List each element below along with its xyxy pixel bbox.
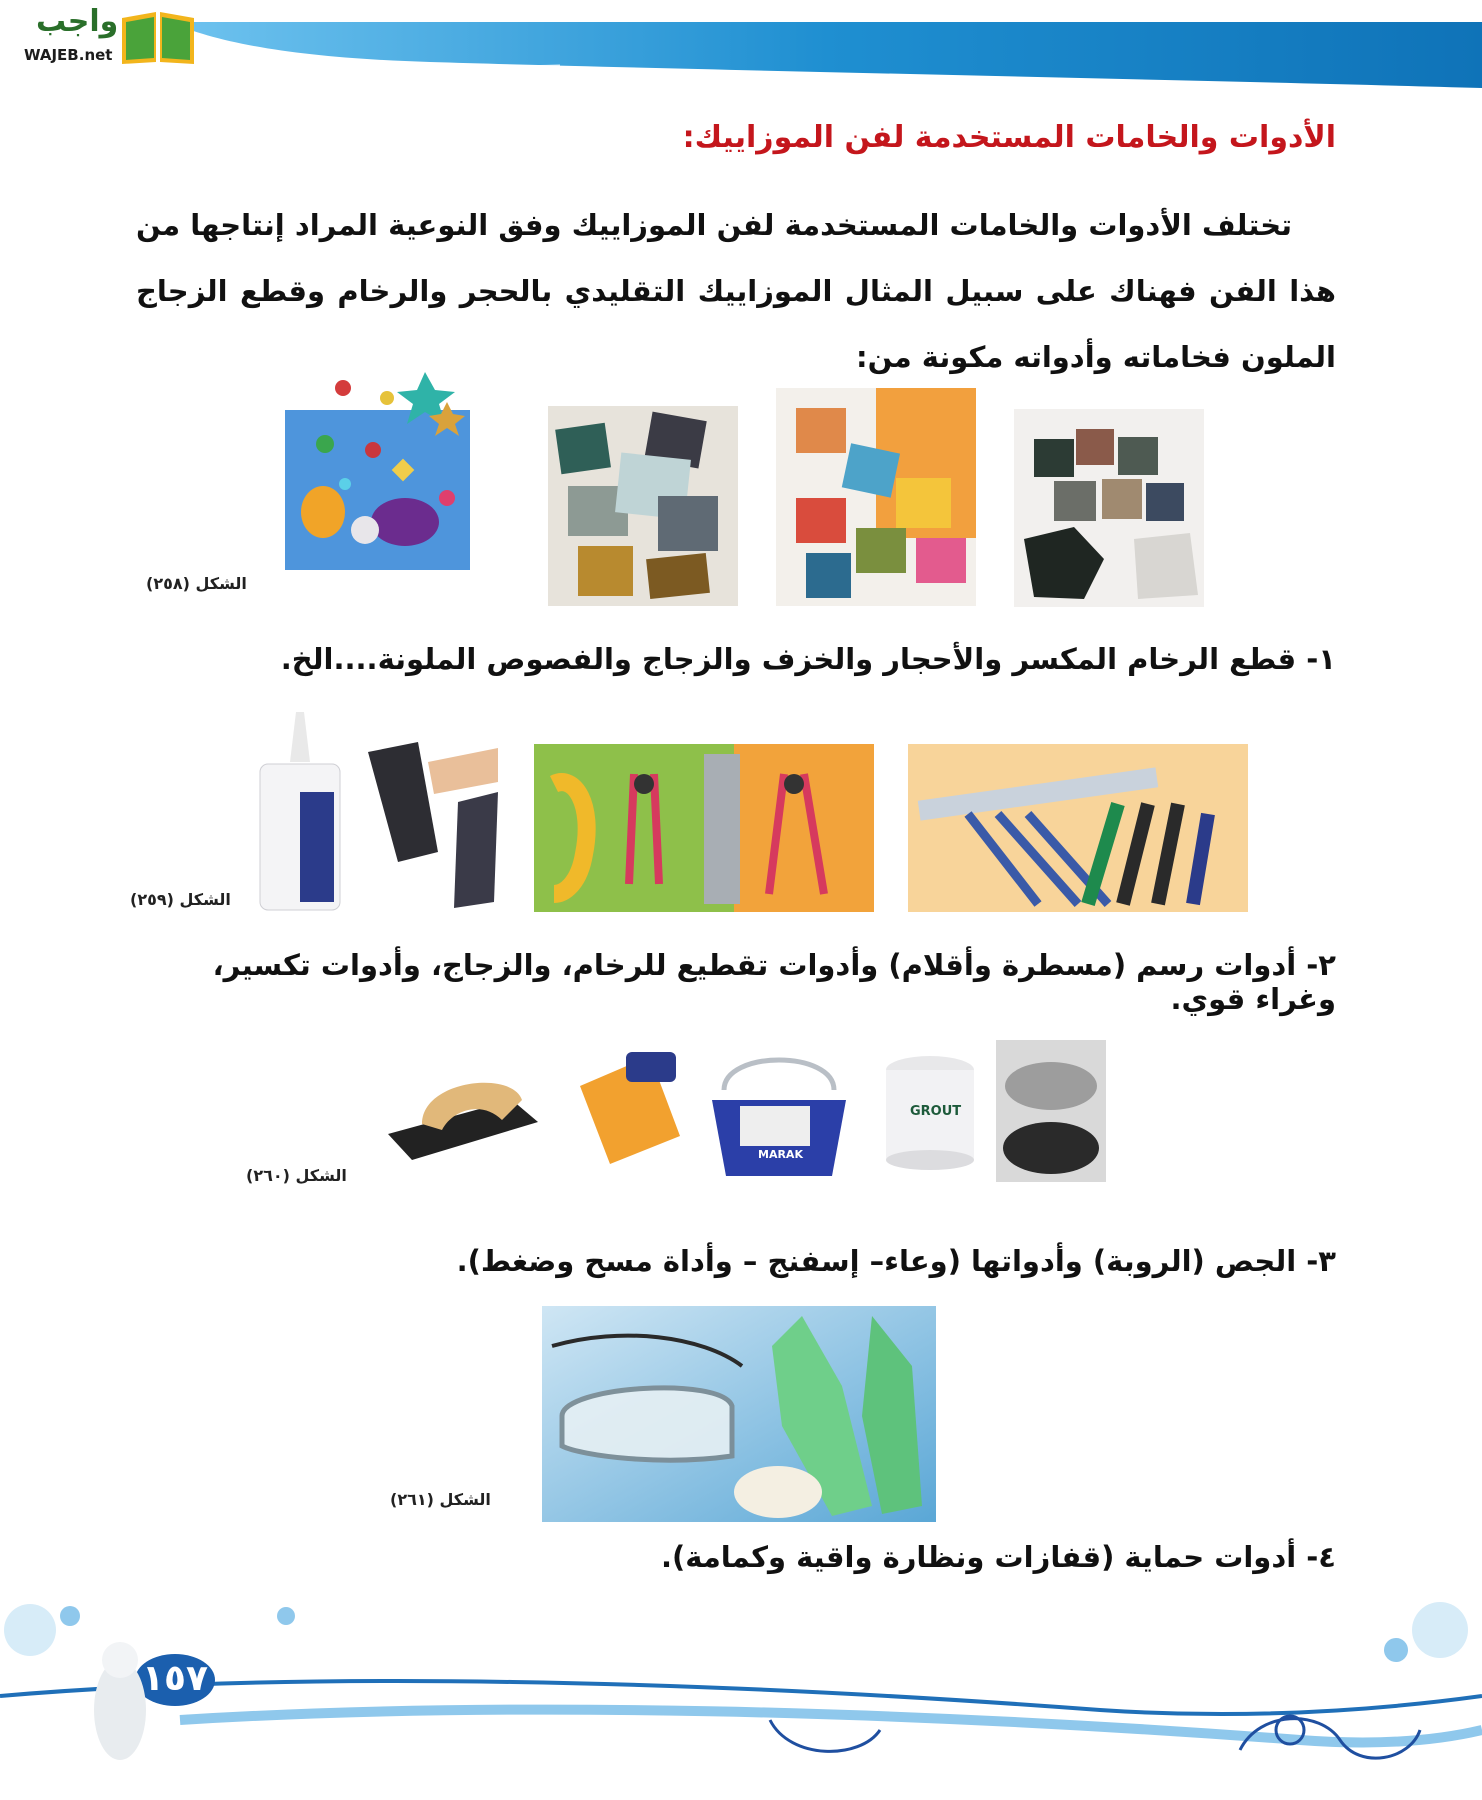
grout-tub-label: GROUT — [910, 1104, 962, 1119]
pencils-markers-photo — [908, 744, 1248, 912]
bucket-label: MARAK — [758, 1148, 803, 1161]
grout-powder-photo — [996, 1040, 1106, 1182]
page-number: ١٥٧ — [142, 1658, 208, 1699]
grout-tub-photo — [880, 1050, 980, 1170]
logo-arabic-text: واجب — [36, 4, 119, 39]
wajeb-logo[interactable] — [10, 4, 190, 68]
figure-261-caption: الشكل (٢٦١) — [390, 1490, 491, 1509]
figure-258-caption: الشكل (٢٥٨) — [146, 574, 247, 593]
section-heading: الأدوات والخامات المستخدمة لفن الموزاييك: — [682, 120, 1336, 155]
top-banner — [0, 0, 1482, 92]
ceramic-tiles-photo — [776, 388, 976, 606]
stone-pieces-photo — [1014, 409, 1204, 607]
list-item-3: ٣- الجص (الروبة) وأدواتها (وعاء– إسفنج – وأداة مسح وضغط). — [456, 1244, 1336, 1278]
book-icon — [118, 6, 198, 66]
list-item-4: ٤- أدوات حماية (قفازات ونظارة واقية وكمامة). — [660, 1540, 1336, 1574]
bottom-decoration — [0, 1600, 1482, 1800]
logo-latin-text: WAJEB.net — [24, 46, 113, 64]
protective-gear-photo — [542, 1306, 936, 1522]
pliers-cutters-photo — [534, 744, 874, 912]
glass-pieces-photo — [548, 406, 738, 606]
grout-float-photo — [382, 1060, 542, 1170]
grout-sponge-photo — [570, 1046, 690, 1166]
grout-bucket-photo — [704, 1050, 854, 1180]
intro-text: تختلف الأدوات والخامات المستخدمة لفن الموزاييك وفق النوعية المراد إنتاجها من هذا الفن فهناك على سبيل المثال الموزاييك التقليدي بالحجر والرخام وقطع الزجاج الملون فخاماته وأدواته مكونة من: — [136, 208, 1336, 374]
list-item-2: ٢- أدوات رسم (مسطرة وأقلام) وأدوات تقطيع للرخام، والزجاج، وأدوات تكسير، وغراء قوي. — [212, 948, 1336, 1016]
list-item-1: ١- قطع الرخام المكسر والأحجار والخزف والزجاج والفصوص الملونة....الخ. — [280, 642, 1336, 676]
glue-bottle-photo — [252, 712, 348, 912]
jewel-stones-photo — [285, 372, 470, 570]
figure-260-caption: الشكل (٢٦٠) — [246, 1166, 347, 1185]
figure-259-caption: الشكل (٢٥٩) — [130, 890, 231, 909]
cutting-blades-photo — [358, 742, 508, 910]
intro-paragraph — [136, 192, 1336, 390]
